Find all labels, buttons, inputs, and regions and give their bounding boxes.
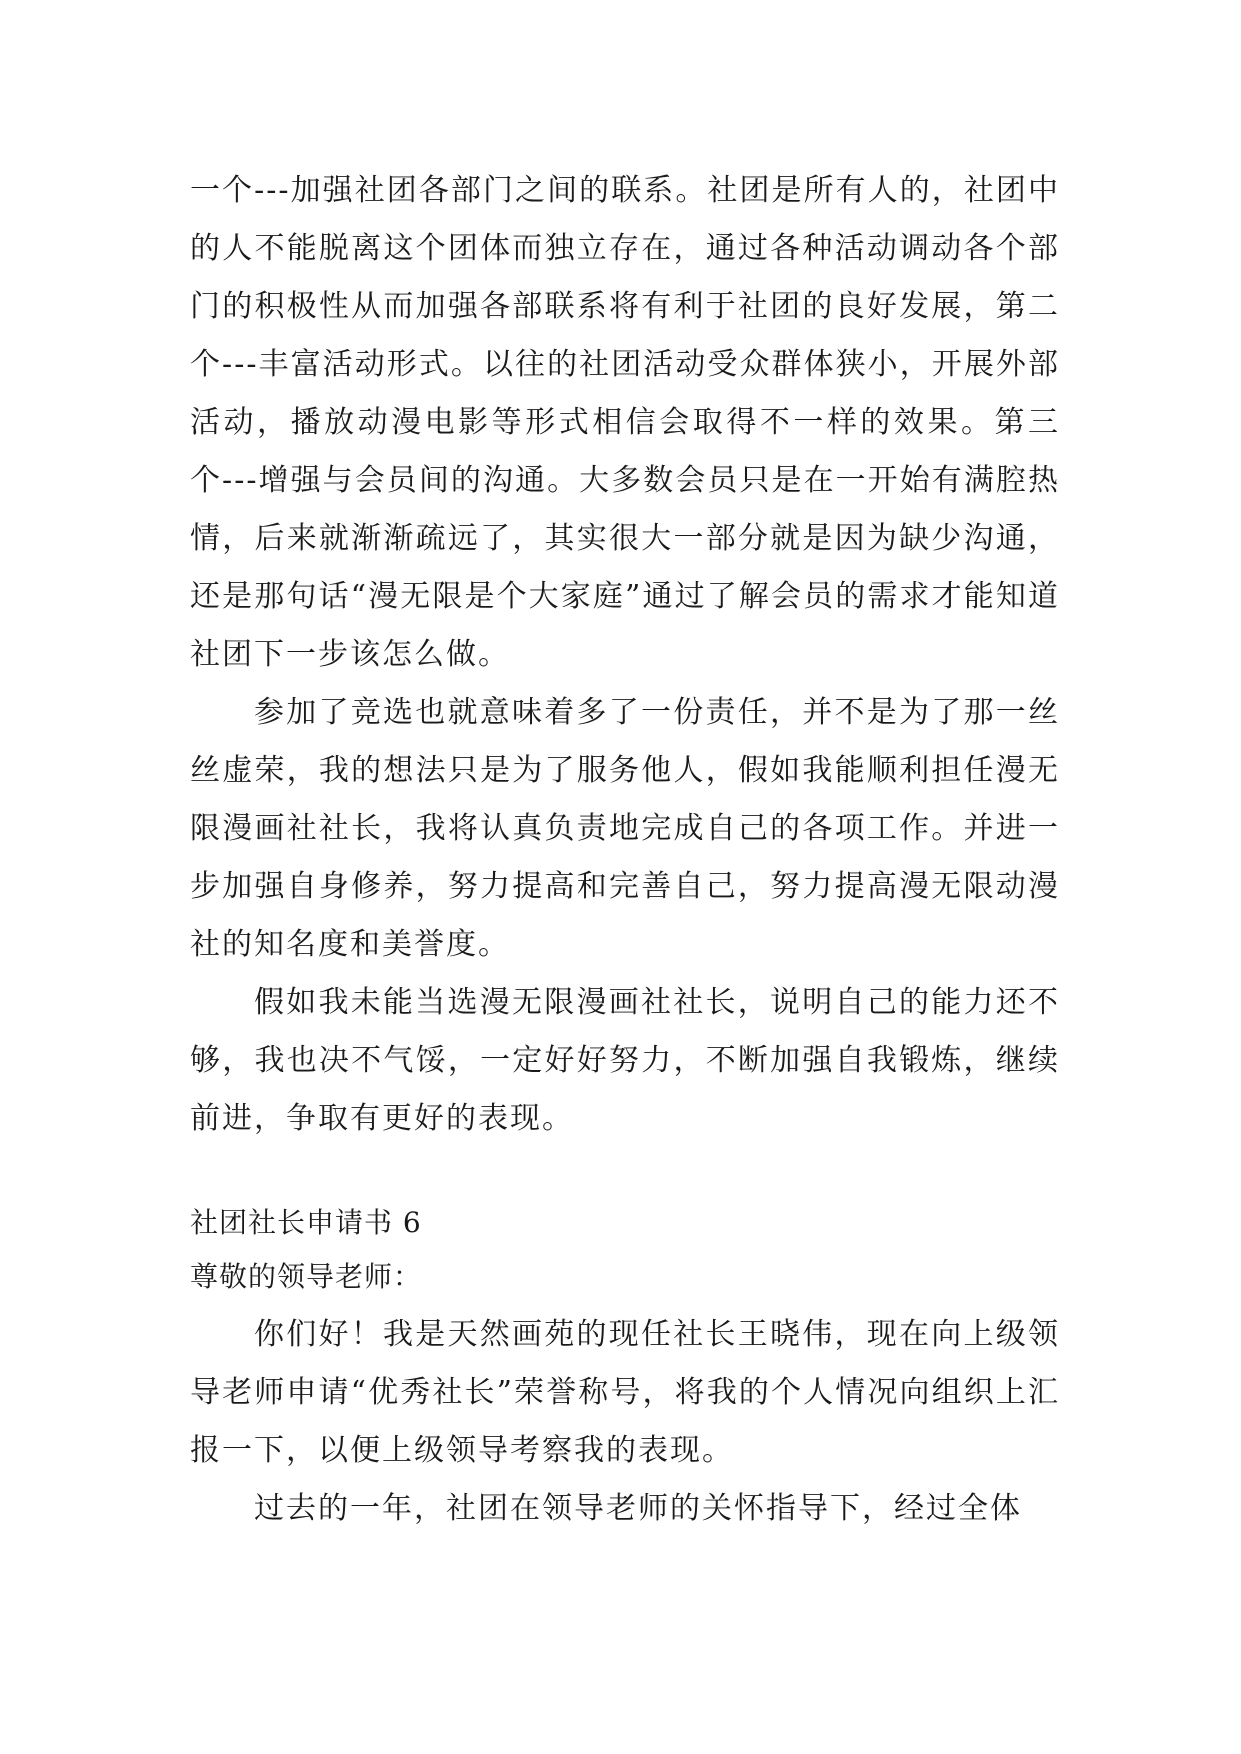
salutation: 尊敬的领导老师： xyxy=(190,1260,423,1293)
paragraph-if-not-elected: 假如我未能当选漫无限漫画社社长，说明自己的能力还不够，我也决不气馁，一定好好努力，不断加强自我锻炼，继续前进，争取有更好的表现。 xyxy=(190,985,1060,1136)
section-title: 社团社长申请书 6 xyxy=(190,1206,422,1239)
paragraph-past-year: 过去的一年，社团在领导老师的关怀指导下，经过全体 xyxy=(254,1491,1022,1526)
paragraph-greeting: 你们好！我是天然画苑的现任社长王晓伟，现在向上级领导老师申请“优秀社长”荣誉称号，将我的个人情况向组织上汇报一下，以便上级领导考察我的表现。 xyxy=(190,1317,1060,1468)
section-spacer xyxy=(190,1148,1060,1198)
paragraph-responsibility: 参加了竞选也就意味着多了一份责任，并不是为了那一丝丝虚荣，我的想法只是为了服务他人，假如我能顺利担任漫无限漫画社社长，我将认真负责地完成自己的各项工作。并进一步加强自身修养，努力提高和完善自己，努力提高漫无限动漫社的知名度和美誉度。 xyxy=(190,695,1060,962)
paragraph-continuation: 一个---加强社团各部门之间的联系。社团是所有人的，社团中的人不能脱离这个团体而独立存在，通过各种活动调动各个部门的积极性从而加强各部联系将有利于社团的良好发展，第二个---丰富活动形式。以往的社团活动受众群体狭小，开展外部活动，播放动漫电影等形式相信会取得不一样的效果。第三个---增强与会员间的沟通。大多数会员只是在一开始有满腔热情，后来就渐渐疏远了，其实很大一部分就是因为缺少沟通，还是那句话“漫无限是个大家庭”通过了解会员的需求才能知道社团下一步该怎么做。 xyxy=(190,173,1060,672)
document-body xyxy=(190,162,1060,1538)
